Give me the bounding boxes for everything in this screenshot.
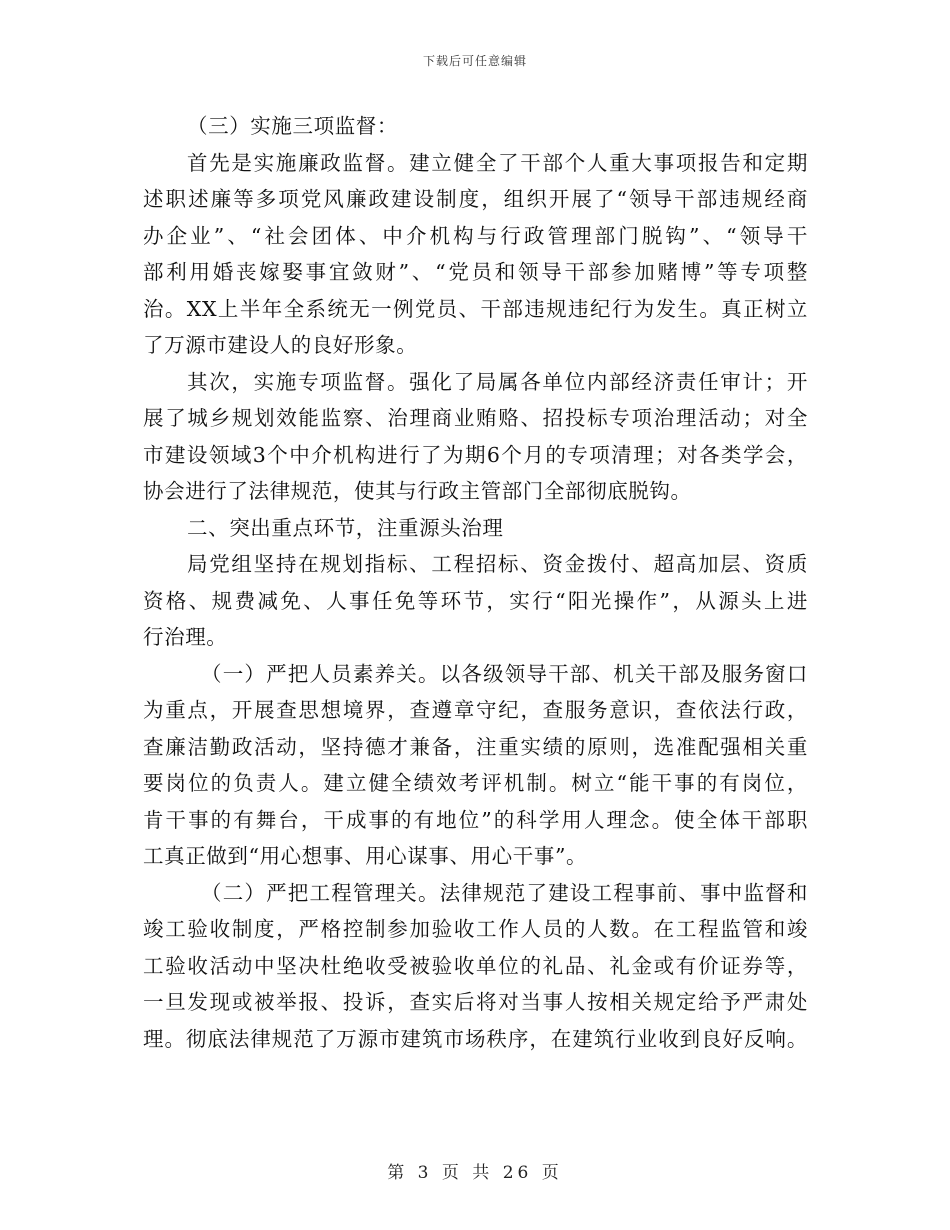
paragraph-line: 工真正做到“用心想事、用心谋事、用心干事”。 [143,844,588,868]
paragraph-line: 其次，实施专项监督。强化了局属各单位内部经济责任审计；开 [187,369,808,394]
paragraph-line: 部利用婚丧嫁娶事宜敛财”、“党员和领导干部参加赌博”等专项整 [143,260,808,284]
paragraph-line: 肯干事的有舞台，干成事的有地位”的科学用人理念。使全体干部职 [143,807,808,832]
page-footer: 第 3 页 共 26 页 [387,1163,563,1183]
paragraph-line: 展了城乡规划效能监察、治理商业贿赂、招投标专项治理活动；对全 [143,406,808,430]
paragraph-line: 一旦发现或被举报、投诉，查实后将对当事人按相关规定给予严肃处 [143,990,808,1014]
paragraph-line: 工验收活动中坚决杜绝收受被验收单位的礼品、礼金或有价证券等， [143,953,808,978]
paragraph-line: 资格、规费减免、人事任免等环节，实行“阳光操作”，从源头上进 [143,588,808,613]
paragraph-line: 市建设领域3个中介机构进行了为期6个月的专项清理；对各类学会， [143,442,808,467]
paragraph-line: 首先是实施廉政监督。建立健全了干部个人重大事项报告和定期 [187,150,808,175]
paragraph-line: 局党组坚持在规划指标、工程招标、资金拨付、超高加层、资质 [187,552,808,576]
paragraph-line: 协会进行了法律规范，使其与行政主管部门全部彻底脱钩。 [143,479,692,503]
paragraph-line: 竣工验收制度，严格控制参加验收工作人员的人数。在工程监管和竣 [143,917,808,941]
paragraph-line: 要岗位的负责人。建立健全绩效考评机制。树立“能干事的有岗位， [143,771,808,795]
paragraph-line: 理。彻底法律规范了万源市建筑市场秩序，在建筑行业收到良好反响。 [143,1026,808,1051]
section-heading: 二、突出重点环节，注重源头治理 [187,515,504,540]
paragraph-line: 办企业”、“社会团体、中介机构与行政管理部门脱钩”、“领导干 [143,223,808,248]
header-note: 下载后可任意编辑 [422,54,527,68]
paragraph-line: （二）严把工程管理关。法律规范了建设工程事前、事中监督和 [201,880,808,905]
paragraph-line: （三）实施三项监督： [187,114,398,138]
paragraph-line: 治。XX上半年全系统无一例党员、干部违规违纪行为发生。真正树立 [143,296,808,321]
paragraph-line: 述职述廉等多项党风廉政建设制度，组织开展了“领导干部违规经商 [143,187,808,211]
paragraph-line: 了万源市建设人的良好形象。 [143,333,418,357]
paragraph-line: 行治理。 [143,625,228,649]
paragraph-line: 查廉洁勤政活动，坚持德才兼备，注重实绩的原则，选准配强相关重 [143,734,808,759]
paragraph-line: 为重点，开展查思想境界，查遵章守纪，查服务意识，查依法行政， [143,698,808,722]
paragraph-line: （一）严把人员素养关。以各级领导干部、机关干部及服务窗口 [201,661,808,686]
document-body [143,108,808,1057]
